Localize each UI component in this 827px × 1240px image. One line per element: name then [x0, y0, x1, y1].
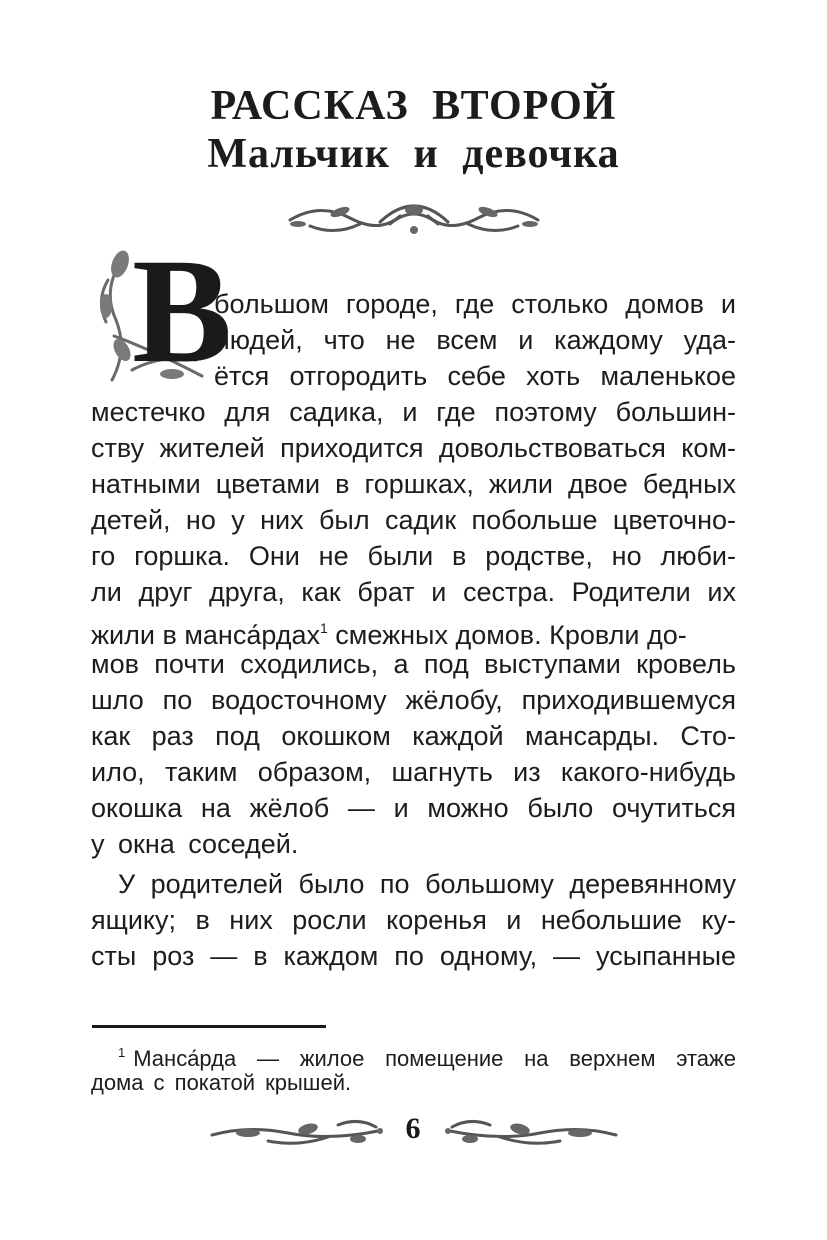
- text-line: мов почти сходились, а под выступами кровель: [91, 649, 736, 679]
- text-line: ству жителей приходится довольствоваться ком-: [91, 433, 736, 463]
- text-line: детей, но у них был садик побольше цветочно-: [91, 505, 736, 535]
- chapter-subtitle: Мальчик и девочка: [207, 131, 620, 177]
- text-line: как раз под окошком каждой мансарды. Сто-: [91, 721, 736, 751]
- text-line-with-footnote: [91, 611, 736, 650]
- text-line: местечко для садика, и где поэтому большин-: [91, 397, 736, 427]
- text-line: окошка на жёлоб — и можно было очутиться: [91, 793, 736, 823]
- chapter-heading: РАССКАЗ ВТОРОЙ: [210, 83, 617, 129]
- footnote-reference[interactable]: 1: [320, 620, 328, 636]
- text-line: натными цветами в горшках, жили двое бедных: [91, 469, 736, 499]
- text-line: сты роз — в каждом по одному, — усыпанные: [91, 941, 736, 971]
- drop-cap-letter: В: [132, 228, 233, 394]
- footnote-line: [118, 1038, 736, 1071]
- footnote-mark: 1: [118, 1045, 126, 1060]
- footnote-line: дома с покатой крышей.: [91, 1070, 352, 1095]
- text-line: людей, что не всем и каждому уда-: [214, 325, 736, 355]
- page-number-ornament-right-icon: [440, 1115, 620, 1151]
- text-line: ли друг друга, как брат и сестра. Родители их: [91, 577, 736, 607]
- drop-cap-block: [92, 228, 233, 394]
- text-line: ётся отгородить себе хоть маленькое: [214, 361, 736, 391]
- text-line: У родителей было по большому деревянному: [118, 869, 736, 899]
- text-line: ящику; в них росли коренья и небольшие ку-: [91, 905, 736, 935]
- footnote-divider: [92, 1025, 326, 1028]
- text-fragment: смежных домов. Кровли до-: [327, 620, 687, 650]
- text-line: шло по водосточному жёлобу, приходившемуся: [91, 685, 736, 715]
- text-line: ило, таким образом, шагнуть из какого-нибудь: [91, 757, 736, 787]
- text-line: у окна соседей.: [91, 829, 299, 859]
- page-number-ornament-left-icon: [208, 1115, 388, 1151]
- text-fragment: жили в манса́рдах: [91, 620, 320, 650]
- title-ornament-icon: [280, 192, 548, 242]
- text-line: го горшка. Они не были в родстве, но люби-: [91, 541, 736, 571]
- text-line: большом городе, где столько домов и: [214, 289, 736, 319]
- page-number: 6: [405, 1112, 421, 1145]
- footnote-text: Манса́рда — жилое помещение на верхнем этаже: [133, 1046, 736, 1071]
